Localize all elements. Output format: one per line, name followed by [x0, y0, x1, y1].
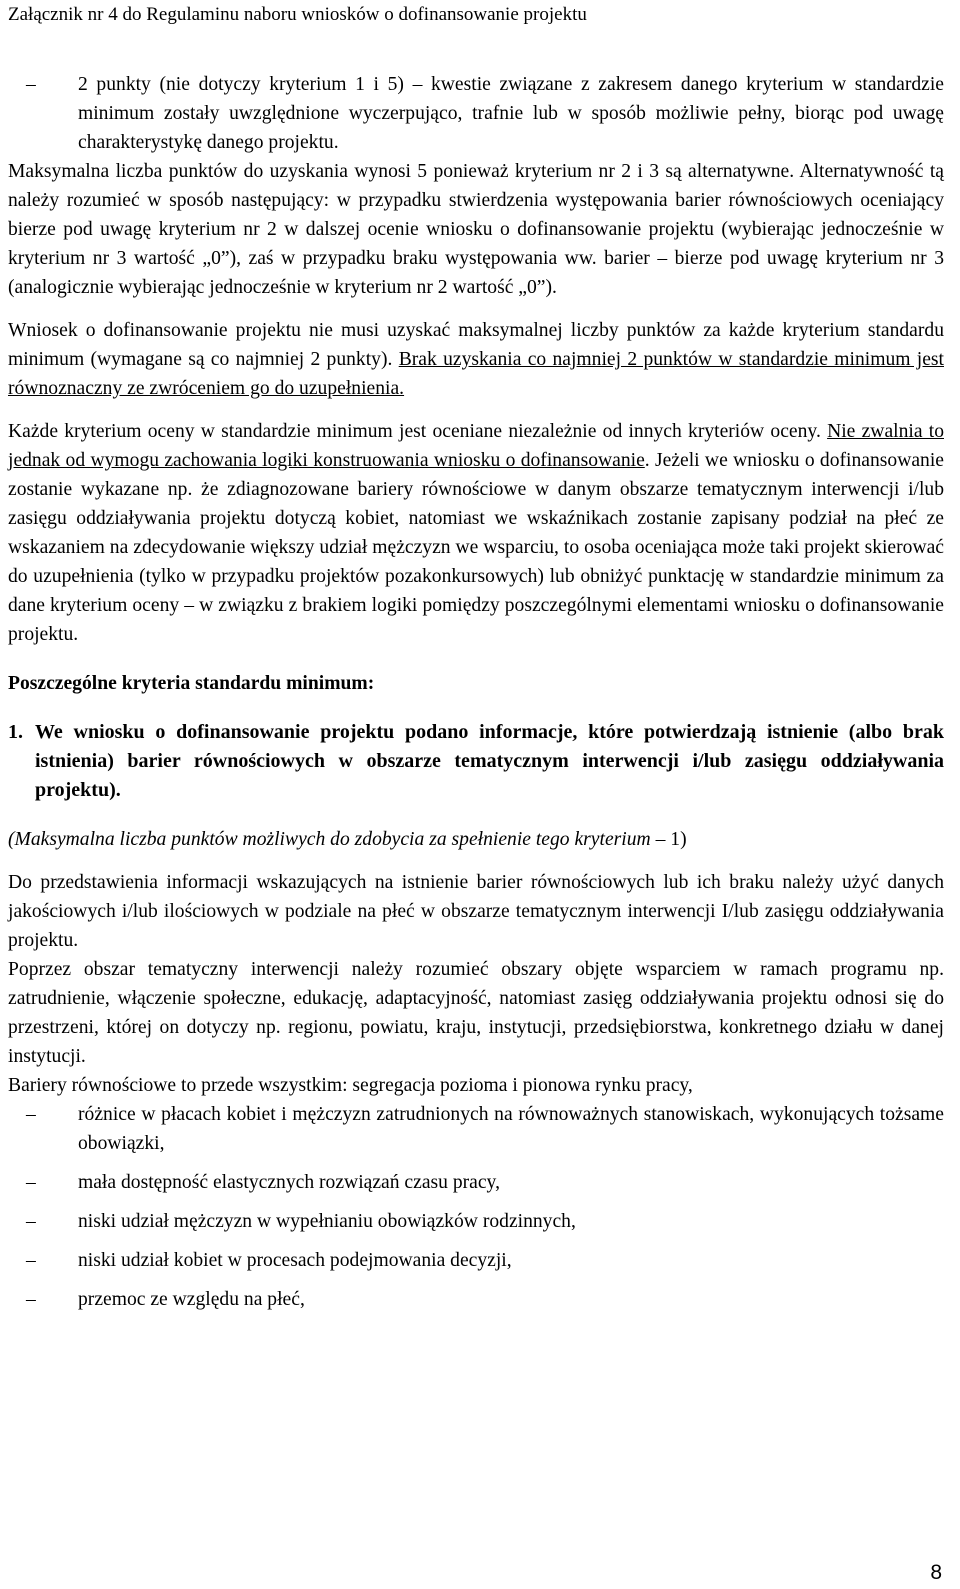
barrier-text: różnice w płacach kobiet i mężczyzn zatrudnionych na równoważnych stanowiskach, wykonujących tożsame obowiązki,: [78, 1104, 944, 1154]
dash-marker: –: [26, 1211, 36, 1232]
list-item: [8, 1207, 944, 1236]
list-item: [8, 1285, 944, 1314]
obszar-paragraph: Poprzez obszar tematyczny interwencji należy rozumieć obszary objęte wsparciem w ramach programu np. zatrudnienie, włączenie społeczne, edukację, adaptacyjność, natomiast zasięg oddziaływania projektu odnosi się do przestrzeni, której on dotyczy np. regionu, powiatu, kraju, instytucji, przedsiębiorstwa, konkretnego działu w danej instytucji.: [8, 959, 944, 1067]
dash-marker: –: [26, 1250, 36, 1271]
dash-marker: –: [26, 1172, 36, 1193]
criteria-heading: Poszczególne kryteria standardu minimum:: [8, 673, 375, 694]
criterion-1-text: We wniosku o dofinansowanie projektu podano informacje, które potwierdzają istnienie (albo brak istnienia) barier równościowych w obszarze tematycznym interwencji i/lub zasięgu oddziaływania projektu).: [35, 721, 944, 801]
bariery-paragraph: Bariery równościowe to przede wszystkim: segregacja pozioma i pionowa rynku pracy,: [8, 1075, 693, 1096]
dash-marker: –: [26, 1104, 36, 1125]
criterion-1-number: 1.: [8, 721, 23, 743]
max-points-note: [8, 825, 944, 854]
document-header: Załącznik nr 4 do Regulaminu naboru wniosków o dofinansowanie projektu: [8, 4, 587, 25]
list-item: [8, 1100, 944, 1158]
info-paragraph: Do przedstawienia informacji wskazujących na istnienie barier równościowych lub ich braku należy użyć danych jakościowych i/lub ilościowych w podziale na płeć w obszarze tematycznym interwencji I/lub zasięgu oddziaływania projektu.: [8, 872, 944, 951]
kazde-kryterium-paragraph: [8, 417, 944, 649]
barrier-text: mała dostępność elastycznych rozwiązań czasu pracy,: [78, 1172, 500, 1193]
barrier-text: niski udział kobiet w procesach podejmowania decyzji,: [78, 1250, 512, 1271]
wniosek-underlined-text: Brak uzyskania co najmniej 2 punktów w standardzie minimum jest równoznaczny ze zwróceniem go do uzupełnienia.: [8, 349, 944, 399]
barrier-text: niski udział mężczyzn w wypełnianiu obowiązków rodzinnych,: [78, 1211, 576, 1232]
list-item: [8, 1168, 944, 1197]
wniosek-text: Wniosek o dofinansowanie projektu nie musi uzyskać maksymalnej liczby punktów za każde kryterium standardu minimum (wymagane są co najmniej 2 punkty).: [8, 320, 944, 370]
dash-marker: –: [26, 74, 36, 95]
kazde-underlined-text: Nie zwalnia to jednak od wymogu zachowania logiki konstruowania wniosku o dofinansowanie: [8, 421, 944, 471]
document-body: [8, 70, 944, 1314]
kazde-text-2: . Jeżeli we wniosku o dofinansowanie zostanie wykazane np. że zdiagnozowane bariery równościowe w danym obszarze tematycznym interwencji i/lub zasięgu oddziaływania projektu dotyczą kobiet, natomiast we wskaźnikach zostanie zapisany podział na płeć ze wskazaniem na zdecydowanie większy udział mężczyzn we wsparciu, to osoba oceniająca może taki projekt skierować do uzupełnienia (tylko w przypadku projektów pozakonkursowych) lub obniżyć punktację w standardzie minimum za dane kryterium oceny – w związku z brakiem logiki pomiędzy poszczególnymi elementami wniosku o dofinansowanie projektu.: [8, 450, 944, 645]
kazde-text-1: Każde kryterium oceny w standardzie minimum jest oceniane niezależnie od innych kryteriów oceny.: [8, 421, 828, 442]
wniosek-paragraph: [8, 316, 944, 403]
max-points-value: – 1): [650, 829, 687, 850]
max-points-paragraph: Maksymalna liczba punktów do uzyskania wynosi 5 ponieważ kryterium nr 2 i 3 są alternatywne. Alternatywność tą należy rozumieć w sposób następujący: w przypadku stwierdzenia występowania barier równościowych oceniający bierze pod uwagę kryterium nr 2 w dalszej ocenie wniosku o dofinansowanie projektu (wybierając jednocześnie w kryterium nr 3 wartość „0”), zaś w przypadku braku występowania ww. barier – bierze pod uwagę kryterium nr 3 (analogicznie wybierając jednocześnie w kryterium nr 2 wartość „0”).: [8, 161, 944, 298]
max-points-italic: (Maksymalna liczba punktów możliwych do zdobycia za spełnienie tego kryterium: [8, 829, 651, 850]
page-number: 8: [930, 1561, 942, 1584]
barrier-text: przemoc ze względu na płeć,: [78, 1289, 305, 1310]
list-item: [8, 1246, 944, 1275]
criterion-1: [8, 718, 944, 805]
points-item-2: [8, 70, 944, 157]
dash-marker: –: [26, 1289, 36, 1310]
points-item-text: 2 punkty (nie dotyczy kryterium 1 i 5) – kwestie związane z zakresem danego kryterium w standardzie minimum zostały uwzględnione wyczerpująco, trafnie lub w sposób możliwie pełny, biorąc pod uwagę charakterystykę danego projektu.: [78, 74, 944, 153]
